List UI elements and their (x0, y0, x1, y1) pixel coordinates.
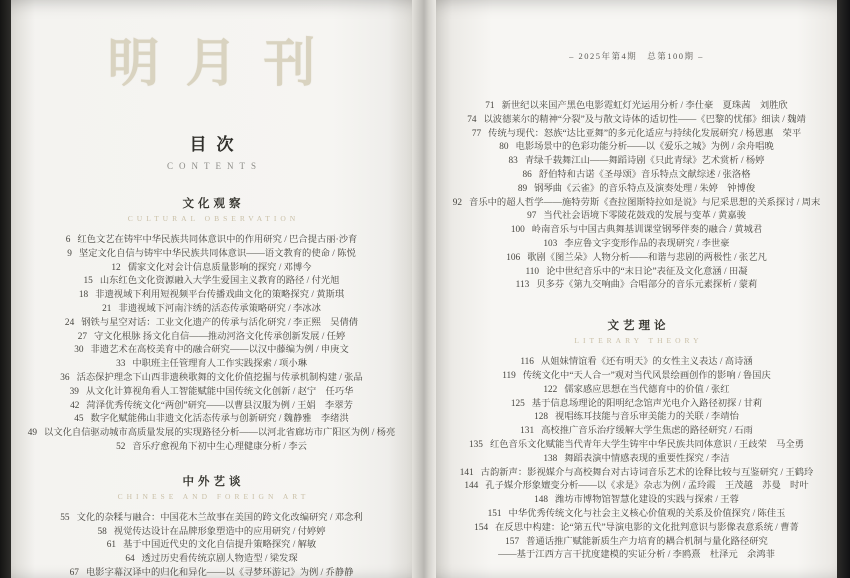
entry-page-number: 67 (69, 567, 79, 578)
entry-title-authors: 从文化计算视角看人工智能赋能中国传统文化创新 / 赵宁 任巧华 (85, 386, 354, 397)
toc-entry (436, 210, 837, 224)
entry-title-authors: 山东红色文化资源融入大学生爱国主义教育的路径 / 付光旭 (99, 276, 340, 287)
entry-title-authors: 电影场景中的色彩功能分析——以《爱乐之城》为例 / 余舟唱晚 (515, 142, 774, 153)
toc-section (11, 195, 412, 455)
entry-page-number: 110 (525, 266, 540, 277)
toc-section (436, 100, 837, 293)
toc-entry (436, 169, 837, 183)
section-subtitle: CHINESE AND FOREIGN ART (117, 491, 310, 501)
toc-entry (436, 197, 837, 211)
entry-page-number: 55 (60, 512, 70, 523)
entry-title-authors: 文化的杂糅与融合：中国花木兰故事在美国的跨文化改编研究 / 邓念利 (76, 512, 363, 523)
entry-page-number: 151 (487, 508, 502, 519)
toc-entry (436, 425, 837, 439)
entry-title-authors: 活态保护理念下山西非遗秧歌舞的文化价值挖掘与传承机制构建 / 张品 (76, 372, 363, 383)
entry-page-number: 106 (506, 252, 521, 263)
toc-entry (436, 183, 837, 197)
entry-title-authors: 基于中国近代史的文化自信提升策略探究 / 解敏 (123, 540, 317, 551)
toc-entry (11, 275, 412, 289)
entry-page-number: 131 (520, 426, 535, 437)
entry-title-authors: 潍坊市博物馆智慧化建设的实践与探索 / 王蓉 (555, 495, 739, 506)
entry-page-number: 92 (452, 197, 463, 208)
toc-entry (436, 100, 837, 114)
entry-page-number: 12 (111, 262, 121, 273)
photo-dark-edge-right (837, 0, 850, 578)
page-gutter-shadow (412, 0, 436, 578)
toc-entry (436, 480, 837, 494)
entry-page-number: 97 (527, 211, 537, 222)
toc-entry (11, 539, 412, 553)
entry-title-authors: 视唱练耳技能与音乐审美能力的关联 / 李靖怡 (555, 412, 739, 423)
masthead-title: 明月刊 (107, 36, 342, 93)
entry-title-authors: 钢琴曲《云雀》的音乐特点及演奏处理 / 朱婷 钟博俊 (534, 183, 756, 194)
entry-page-number: 113 (515, 280, 530, 291)
entry-title-authors: 红色文艺在铸牢中华民族共同体意识中的作用研究 / 巴合提古丽·沙育 (77, 235, 358, 245)
toc-entry (11, 512, 412, 526)
toc-entry (436, 141, 837, 155)
section-subtitle: LITERARY THEORY (574, 336, 703, 346)
entry-title-authors: 坚定文化自信与铸牢中华民族共同体意识——语文教育的使命 / 陈悦 (78, 248, 356, 259)
entry-page-number: 45 (74, 414, 84, 425)
toc-entry (11, 400, 412, 414)
toc-entry (436, 128, 837, 142)
toc-entry-continuation: ——基于江西方言干扰度建模的实证分析 / 李鸥熹 杜泽元 余鸿菲 (498, 550, 775, 561)
entry-title-authors: 青绿千载舞江山——舞蹈诗剧《只此青绿》艺术赏析 / 杨婷 (524, 156, 765, 167)
toc-entry (11, 567, 412, 578)
entry-page-number: 15 (83, 276, 93, 287)
toc-entry (11, 553, 412, 567)
entry-title-authors: 数字化赋能佛山非遗文化活态传承与创新研究 / 魏静雅 李绪洪 (90, 414, 349, 425)
entry-page-number: 49 (27, 428, 38, 439)
entry-title-authors: 音乐中的超人哲学——施特劳斯《查拉图斯特拉如是说》与尼采思想的关系探讨 / 周末 (469, 197, 821, 208)
left-page-sections (11, 195, 412, 578)
entry-page-number: 83 (508, 156, 518, 167)
toc-entry (11, 262, 412, 276)
entry-title-authors: 李应鲁文字变形作品的表现研究 / 李世豪 (564, 238, 730, 249)
entry-title-authors: 孔子媒介形象嬗变分析——以《求是》杂志为例 / 孟玲霞 王茂越 苏曼 时叶 (485, 481, 809, 492)
entry-page-number: 125 (510, 398, 525, 409)
toc-entry (11, 427, 412, 441)
entry-title-authors: 当代社会语境下零陵花鼓戏的发展与变革 / 黄嘉骏 (543, 211, 746, 222)
entry-title-authors: 儒家文化对会计信息质量影响的探究 / 邓博今 (127, 262, 312, 273)
entry-title-authors: 守文化根脉 扬文化自信——推动河洛文化传承创新发展 / 任婷 (94, 331, 346, 342)
toc-entry (436, 398, 837, 412)
entry-title-authors: 音乐疗愈视角下初中生心理健康分析 / 李云 (132, 441, 307, 452)
toc-entry (436, 155, 837, 169)
entry-title-authors: 非遗艺术在高校美育中的融合研究——以汉中藤编为例 / 申庚文 (90, 345, 349, 356)
entry-page-number: 128 (534, 412, 549, 423)
toc-entry (436, 522, 837, 536)
entry-title-authors: 论中世纪音乐中的“末日论”表征及文化意涵 / 田凝 (546, 266, 748, 277)
toc-entry (11, 331, 412, 345)
entry-page-number: 71 (485, 101, 495, 111)
entry-title-authors: 贝多芬《第九交响曲》合唱部分的音乐元素探析 / 蒙莉 (536, 280, 758, 291)
entry-page-number: 33 (116, 359, 126, 370)
entry-title-authors: 传统与现代：怒族“达比亚舞”的多元化适应与持续化发展研究 / 杨恩惠 荣平 (488, 128, 802, 139)
toc-entry (436, 252, 837, 266)
toc-entry (436, 508, 837, 522)
entry-title-authors: 中职班主任管理育人工作实践探索 / 项小琳 (132, 359, 307, 370)
entry-title-authors: 基于信息场理论的阳明纪念馆声光电介入路径初探 / 甘莉 (531, 398, 763, 409)
entry-page-number: 6 (65, 235, 71, 245)
entry-page-number: 9 (67, 248, 72, 259)
entry-title-authors: 菏泽优秀传统文化“两创”研究——以曹县汉服为例 / 王娟 李翠芳 (86, 400, 353, 411)
entry-page-number: 52 (116, 441, 126, 452)
entry-page-number: 116 (520, 357, 534, 368)
entry-page-number: 42 (70, 400, 80, 411)
entry-title-authors: 舒伯特和古诺《圣母颂》音乐特点文献综述 / 张洛格 (538, 169, 751, 180)
entry-title-authors: 舞蹈表演中情感表现的重要性探究 / 李洁 (564, 453, 730, 464)
toc-entry (436, 384, 837, 398)
entry-page-number: 80 (499, 142, 509, 153)
toc-entry (436, 370, 837, 384)
section-title: 文化观察 (182, 198, 245, 210)
toc-entry (11, 303, 412, 317)
entry-page-number: 144 (464, 481, 479, 492)
entry-title-authors: 电影字幕汉译中的归化和异化——以《寻梦环游记》为例 / 乔静静 (85, 567, 354, 578)
entry-page-number: 148 (534, 495, 549, 506)
entry-page-number: 36 (60, 372, 70, 383)
entry-page-number: 154 (474, 522, 489, 533)
toc-entry (436, 439, 837, 453)
section-title: 文艺理论 (607, 320, 670, 333)
entry-page-number: 74 (467, 114, 477, 125)
toc-entry (11, 248, 412, 262)
entry-page-number: 77 (471, 128, 482, 139)
entry-page-number: 64 (125, 554, 135, 565)
entry-title-authors: 以文化自信驱动城市高质量发展的实现路径分析——以河北省廊坊市广阳区为例 / 杨亮 (44, 428, 396, 439)
entry-page-number: 86 (522, 169, 532, 180)
toc-entry (436, 114, 837, 128)
toc-entry (11, 358, 412, 372)
toc-entry (11, 317, 412, 331)
toc-entry (436, 467, 837, 481)
entry-title-authors: 儒家感应思想在当代德育中的价值 / 张红 (564, 384, 730, 395)
toc-entry (436, 224, 837, 238)
entry-title-authors: 红色音乐文化赋能当代青年大学生铸牢中华民族共同体意识 / 王歧荣 马全勇 (489, 439, 804, 450)
entry-page-number: 61 (106, 540, 117, 551)
entry-title-authors: 非遗视域下河南汴绣的活态传承策略研究 / 李冰冰 (118, 303, 321, 314)
entry-page-number: 119 (502, 370, 516, 381)
entry-page-number: 103 (543, 238, 558, 249)
entry-page-number: 100 (510, 225, 525, 236)
toc-entry (11, 289, 412, 303)
entry-title-authors: 非遗视域下利用短视频平台传播戏曲文化的策略探究 / 黄斯琪 (95, 290, 345, 301)
toc-entry (11, 344, 412, 358)
entry-title-authors: 古韵新声：影视媒介与高校舞台对古诗词音乐艺术的诠释比较与互鉴研究 / 王鹤玲 (480, 467, 814, 478)
entry-title-authors: 从姐妹情谊看《还有明天》的女性主义表达 / 高诗涵 (540, 357, 753, 368)
entry-page-number: 18 (78, 290, 89, 301)
toc-entry (11, 372, 412, 386)
entry-title-authors: 视觉传达设计在品牌形象塑造中的应用研究 / 付婷婷 (113, 526, 326, 537)
entry-title-authors: 以波德莱尔的精神“分裂”及与散文诗体的适切性——《巴黎的忧郁》细读 / 魏靖 (483, 114, 806, 125)
entry-page-number: 138 (543, 453, 558, 464)
entry-title-authors: 透过历史看传统京剧人物造型 / 梁发琛 (141, 554, 298, 565)
photo-dark-edge-left (0, 0, 11, 578)
entry-page-number: 39 (69, 386, 79, 397)
toc-entry (11, 441, 412, 455)
right-page-sections (436, 100, 837, 563)
open-magazine-spread (11, 0, 837, 578)
entry-title-authors: 岭南音乐与中国古典舞基训课堂钢琴伴奏的融合 / 黄城君 (531, 225, 763, 236)
toc-entry (436, 536, 837, 550)
entry-title-authors: 普通话推广赋能新质生产力培育的耦合机制与量化路径研究 (526, 536, 768, 547)
entry-page-number: 89 (517, 183, 528, 194)
toc-title: 目次 (189, 135, 244, 154)
toc-entry (436, 266, 837, 280)
section-subtitle: CULTURAL OBSERVATION (127, 214, 300, 223)
entry-page-number: 58 (97, 526, 107, 537)
toc-entry (11, 234, 412, 248)
toc-section (436, 317, 837, 563)
entry-title-authors: 在反思中构建：论“第五代”导演电影的文化批判意识与影像表意系统 / 曹菁 (495, 522, 799, 533)
issue-info: – 2025年第4期 总第100期 – (569, 51, 704, 61)
toc-entry (11, 386, 412, 400)
right-page (436, 0, 837, 578)
left-page (11, 0, 412, 578)
toc-entry (436, 494, 837, 508)
entry-page-number: 24 (64, 317, 75, 328)
entry-page-number: 21 (102, 303, 112, 314)
toc-section (11, 473, 412, 578)
entry-title-authors: 钢铁与星空对话：工业文化遗产的传承与活化研究 / 李正熙 吴倩倩 (81, 317, 359, 328)
entry-page-number: 157 (505, 536, 520, 547)
entry-page-number: 135 (469, 439, 483, 450)
toc-entry (436, 453, 837, 467)
toc-entry (11, 413, 412, 427)
entry-page-number: 141 (459, 467, 474, 478)
entry-page-number: 27 (77, 331, 87, 342)
toc-entry (436, 356, 837, 370)
toc-entry (11, 526, 412, 540)
entry-page-number: 122 (543, 384, 558, 395)
entry-title-authors: 新世纪以来国产黑色电影霓虹灯光运用分析 / 李仕豪 夏珠茜 刘胜欣 (501, 101, 788, 111)
toc-subtitle: CONTENTS (167, 161, 262, 171)
entry-title-authors: 传统文化中“天人合一”观对当代风景绘画创作的影响 / 鲁国庆 (522, 370, 771, 381)
entry-title-authors: 中华优秀传统文化与社会主义核心价值观的关系及价值探究 / 陈佳玉 (508, 508, 786, 519)
toc-entry (436, 279, 837, 293)
entry-page-number: 30 (74, 345, 84, 356)
section-title: 中外艺谈 (182, 475, 245, 488)
entry-title-authors: 歌剧《图兰朵》人物分析——和谐与悲剧的两极性 / 张艺凡 (527, 252, 767, 263)
entry-title-authors: 高校推广音乐治疗缓解大学生焦虑的路径研究 / 石雨 (541, 426, 753, 437)
toc-entry (436, 238, 837, 252)
toc-entry (436, 411, 837, 425)
